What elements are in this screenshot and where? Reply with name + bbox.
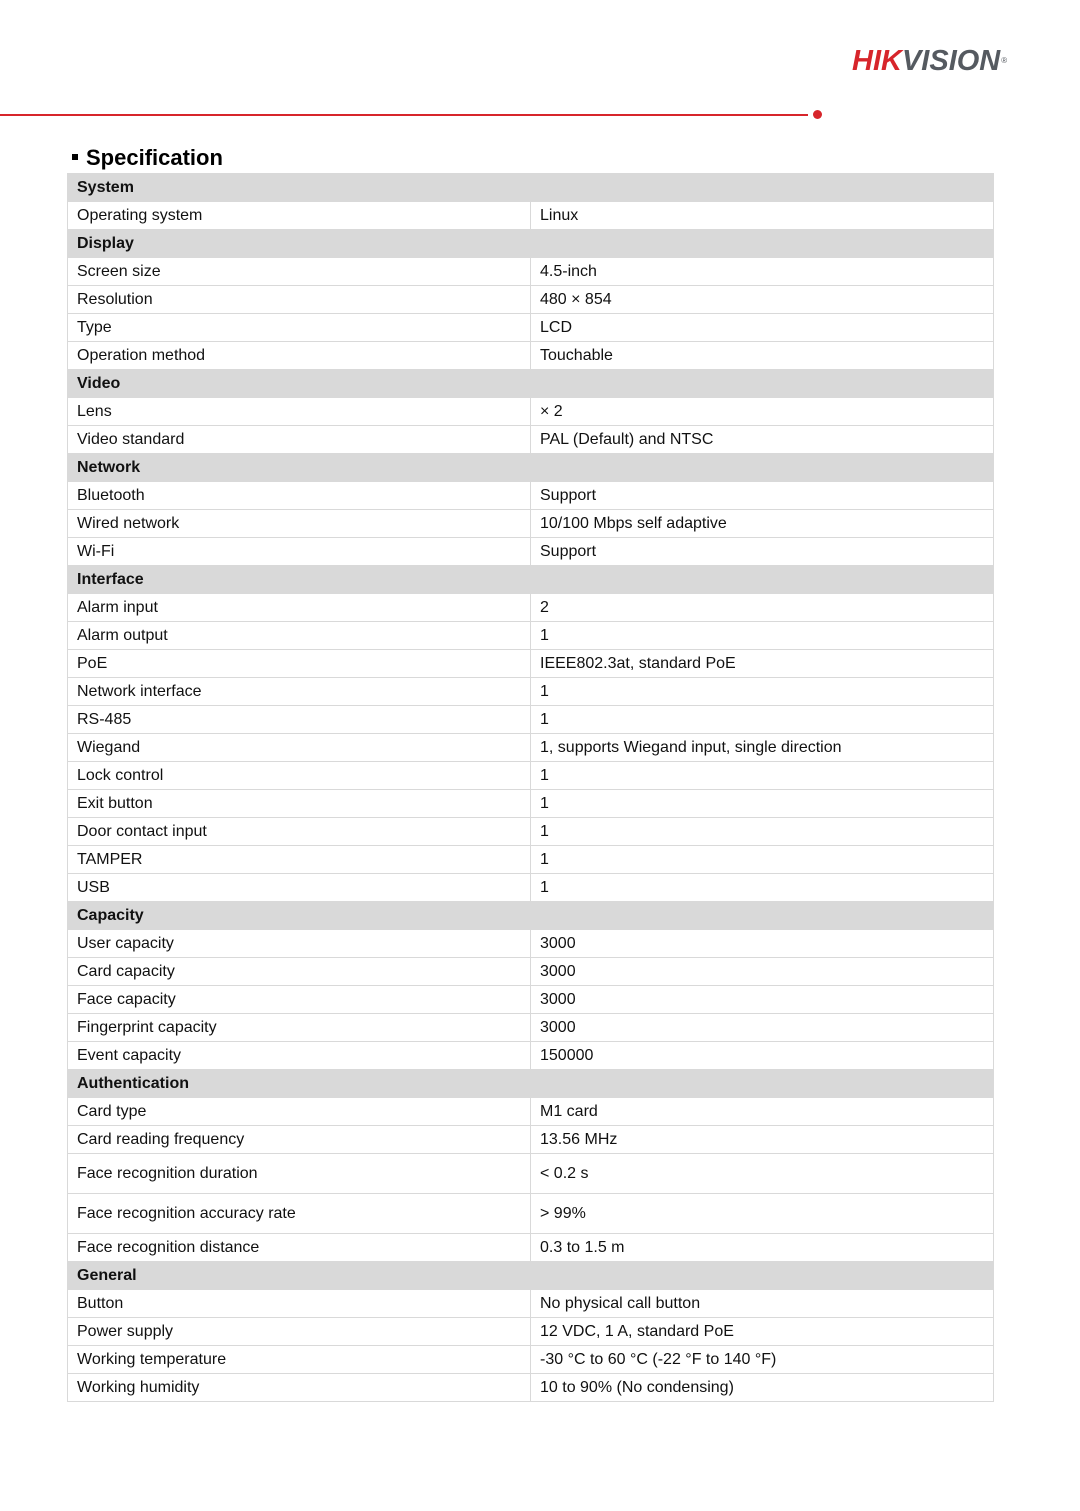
spec-value: 4.5-inch [531,258,994,286]
spec-group-title: Display [68,230,994,258]
spec-label: Wiegand [68,734,531,762]
spec-row [68,846,994,874]
spec-group-header [68,230,994,258]
spec-label: Network interface [68,678,531,706]
spec-value: Touchable [531,342,994,370]
spec-label: Operation method [68,342,531,370]
spec-label: TAMPER [68,846,531,874]
spec-group-title: General [68,1262,994,1290]
spec-label: Button [68,1290,531,1318]
spec-label: Resolution [68,286,531,314]
spec-row [68,1042,994,1070]
spec-row [68,1014,994,1042]
spec-group-header [68,454,994,482]
spec-value: PAL (Default) and NTSC [531,426,994,454]
spec-label: Lock control [68,762,531,790]
spec-group-header [68,370,994,398]
spec-group-header [68,566,994,594]
spec-label: Face recognition distance [68,1234,531,1262]
spec-row [68,650,994,678]
brand-logo-part2: VISION [901,45,1001,77]
spec-group-title: Video [68,370,994,398]
spec-label: PoE [68,650,531,678]
spec-row [68,1234,994,1262]
spec-row [68,818,994,846]
spec-row [68,1346,994,1374]
spec-row [68,734,994,762]
spec-row [68,790,994,818]
spec-row [68,1374,994,1402]
section-bullet-icon [72,154,78,160]
specification-table-body [68,174,994,1402]
spec-row [68,258,994,286]
spec-row [68,1126,994,1154]
spec-label: Type [68,314,531,342]
spec-label: Card type [68,1098,531,1126]
spec-row [68,1194,994,1234]
spec-value: 1 [531,874,994,902]
spec-row [68,510,994,538]
spec-label: Event capacity [68,1042,531,1070]
spec-value: 1 [531,622,994,650]
spec-value: 3000 [531,958,994,986]
spec-label: Alarm output [68,622,531,650]
section-title [72,143,223,173]
spec-value: 12 VDC, 1 A, standard PoE [531,1318,994,1346]
spec-label: Exit button [68,790,531,818]
spec-group-title: System [68,174,994,202]
spec-row [68,706,994,734]
spec-label: USB [68,874,531,902]
spec-value: 150000 [531,1042,994,1070]
spec-label: Wi-Fi [68,538,531,566]
spec-value: 480 × 854 [531,286,994,314]
spec-row [68,398,994,426]
spec-group-header [68,1262,994,1290]
spec-row [68,958,994,986]
spec-row [68,1098,994,1126]
spec-label: User capacity [68,930,531,958]
spec-label: Wired network [68,510,531,538]
spec-row [68,482,994,510]
spec-row [68,874,994,902]
brand-logo [852,44,1007,78]
spec-label: Video standard [68,426,531,454]
spec-label: Screen size [68,258,531,286]
spec-label: Operating system [68,202,531,230]
spec-group-header [68,174,994,202]
spec-value: 1 [531,818,994,846]
spec-label: Lens [68,398,531,426]
spec-row [68,930,994,958]
spec-value: -30 °C to 60 °C (-22 °F to 140 °F) [531,1346,994,1374]
spec-row [68,286,994,314]
header-divider-dot [813,110,822,119]
spec-value: No physical call button [531,1290,994,1318]
spec-label: Bluetooth [68,482,531,510]
spec-group-header [68,902,994,930]
spec-label: Power supply [68,1318,531,1346]
spec-row [68,762,994,790]
spec-row [68,1154,994,1194]
spec-row [68,622,994,650]
registered-mark: ® [1001,56,1008,65]
spec-value: Linux [531,202,994,230]
spec-group-header [68,1070,994,1098]
spec-row [68,314,994,342]
spec-value: × 2 [531,398,994,426]
spec-label: Face recognition accuracy rate [68,1194,531,1234]
spec-row [68,202,994,230]
spec-value: 1 [531,846,994,874]
spec-row [68,538,994,566]
header-divider-line [0,114,808,116]
spec-label: Face recognition duration [68,1154,531,1194]
spec-value: 1 [531,790,994,818]
spec-value: M1 card [531,1098,994,1126]
spec-label: Door contact input [68,818,531,846]
spec-row [68,986,994,1014]
spec-value: 3000 [531,1014,994,1042]
spec-label: Card reading frequency [68,1126,531,1154]
spec-label: Working temperature [68,1346,531,1374]
specification-table [67,173,994,1402]
spec-label: Fingerprint capacity [68,1014,531,1042]
spec-value: 3000 [531,930,994,958]
spec-group-title: Capacity [68,902,994,930]
spec-value: 10/100 Mbps self adaptive [531,510,994,538]
spec-value: > 99% [531,1194,994,1234]
spec-value: Support [531,482,994,510]
spec-value: 1 [531,678,994,706]
spec-value: 1 [531,762,994,790]
spec-group-title: Interface [68,566,994,594]
spec-label: Alarm input [68,594,531,622]
spec-value: 1 [531,706,994,734]
spec-value: 2 [531,594,994,622]
spec-row [68,678,994,706]
spec-value: 13.56 MHz [531,1126,994,1154]
spec-value: 10 to 90% (No condensing) [531,1374,994,1402]
spec-value: 3000 [531,986,994,1014]
spec-label: Working humidity [68,1374,531,1402]
spec-row [68,594,994,622]
spec-label: Face capacity [68,986,531,1014]
spec-group-title: Authentication [68,1070,994,1098]
spec-row [68,1290,994,1318]
spec-value: < 0.2 s [531,1154,994,1194]
section-title-text: Specification [86,145,223,170]
spec-value: LCD [531,314,994,342]
spec-row [68,1318,994,1346]
spec-label: Card capacity [68,958,531,986]
spec-label: RS-485 [68,706,531,734]
brand-logo-part1: HIK [852,45,902,77]
spec-value: 1, supports Wiegand input, single direction [531,734,994,762]
spec-group-title: Network [68,454,994,482]
spec-value: 0.3 to 1.5 m [531,1234,994,1262]
spec-value: Support [531,538,994,566]
spec-value: IEEE802.3at, standard PoE [531,650,994,678]
spec-row [68,342,994,370]
spec-row [68,426,994,454]
